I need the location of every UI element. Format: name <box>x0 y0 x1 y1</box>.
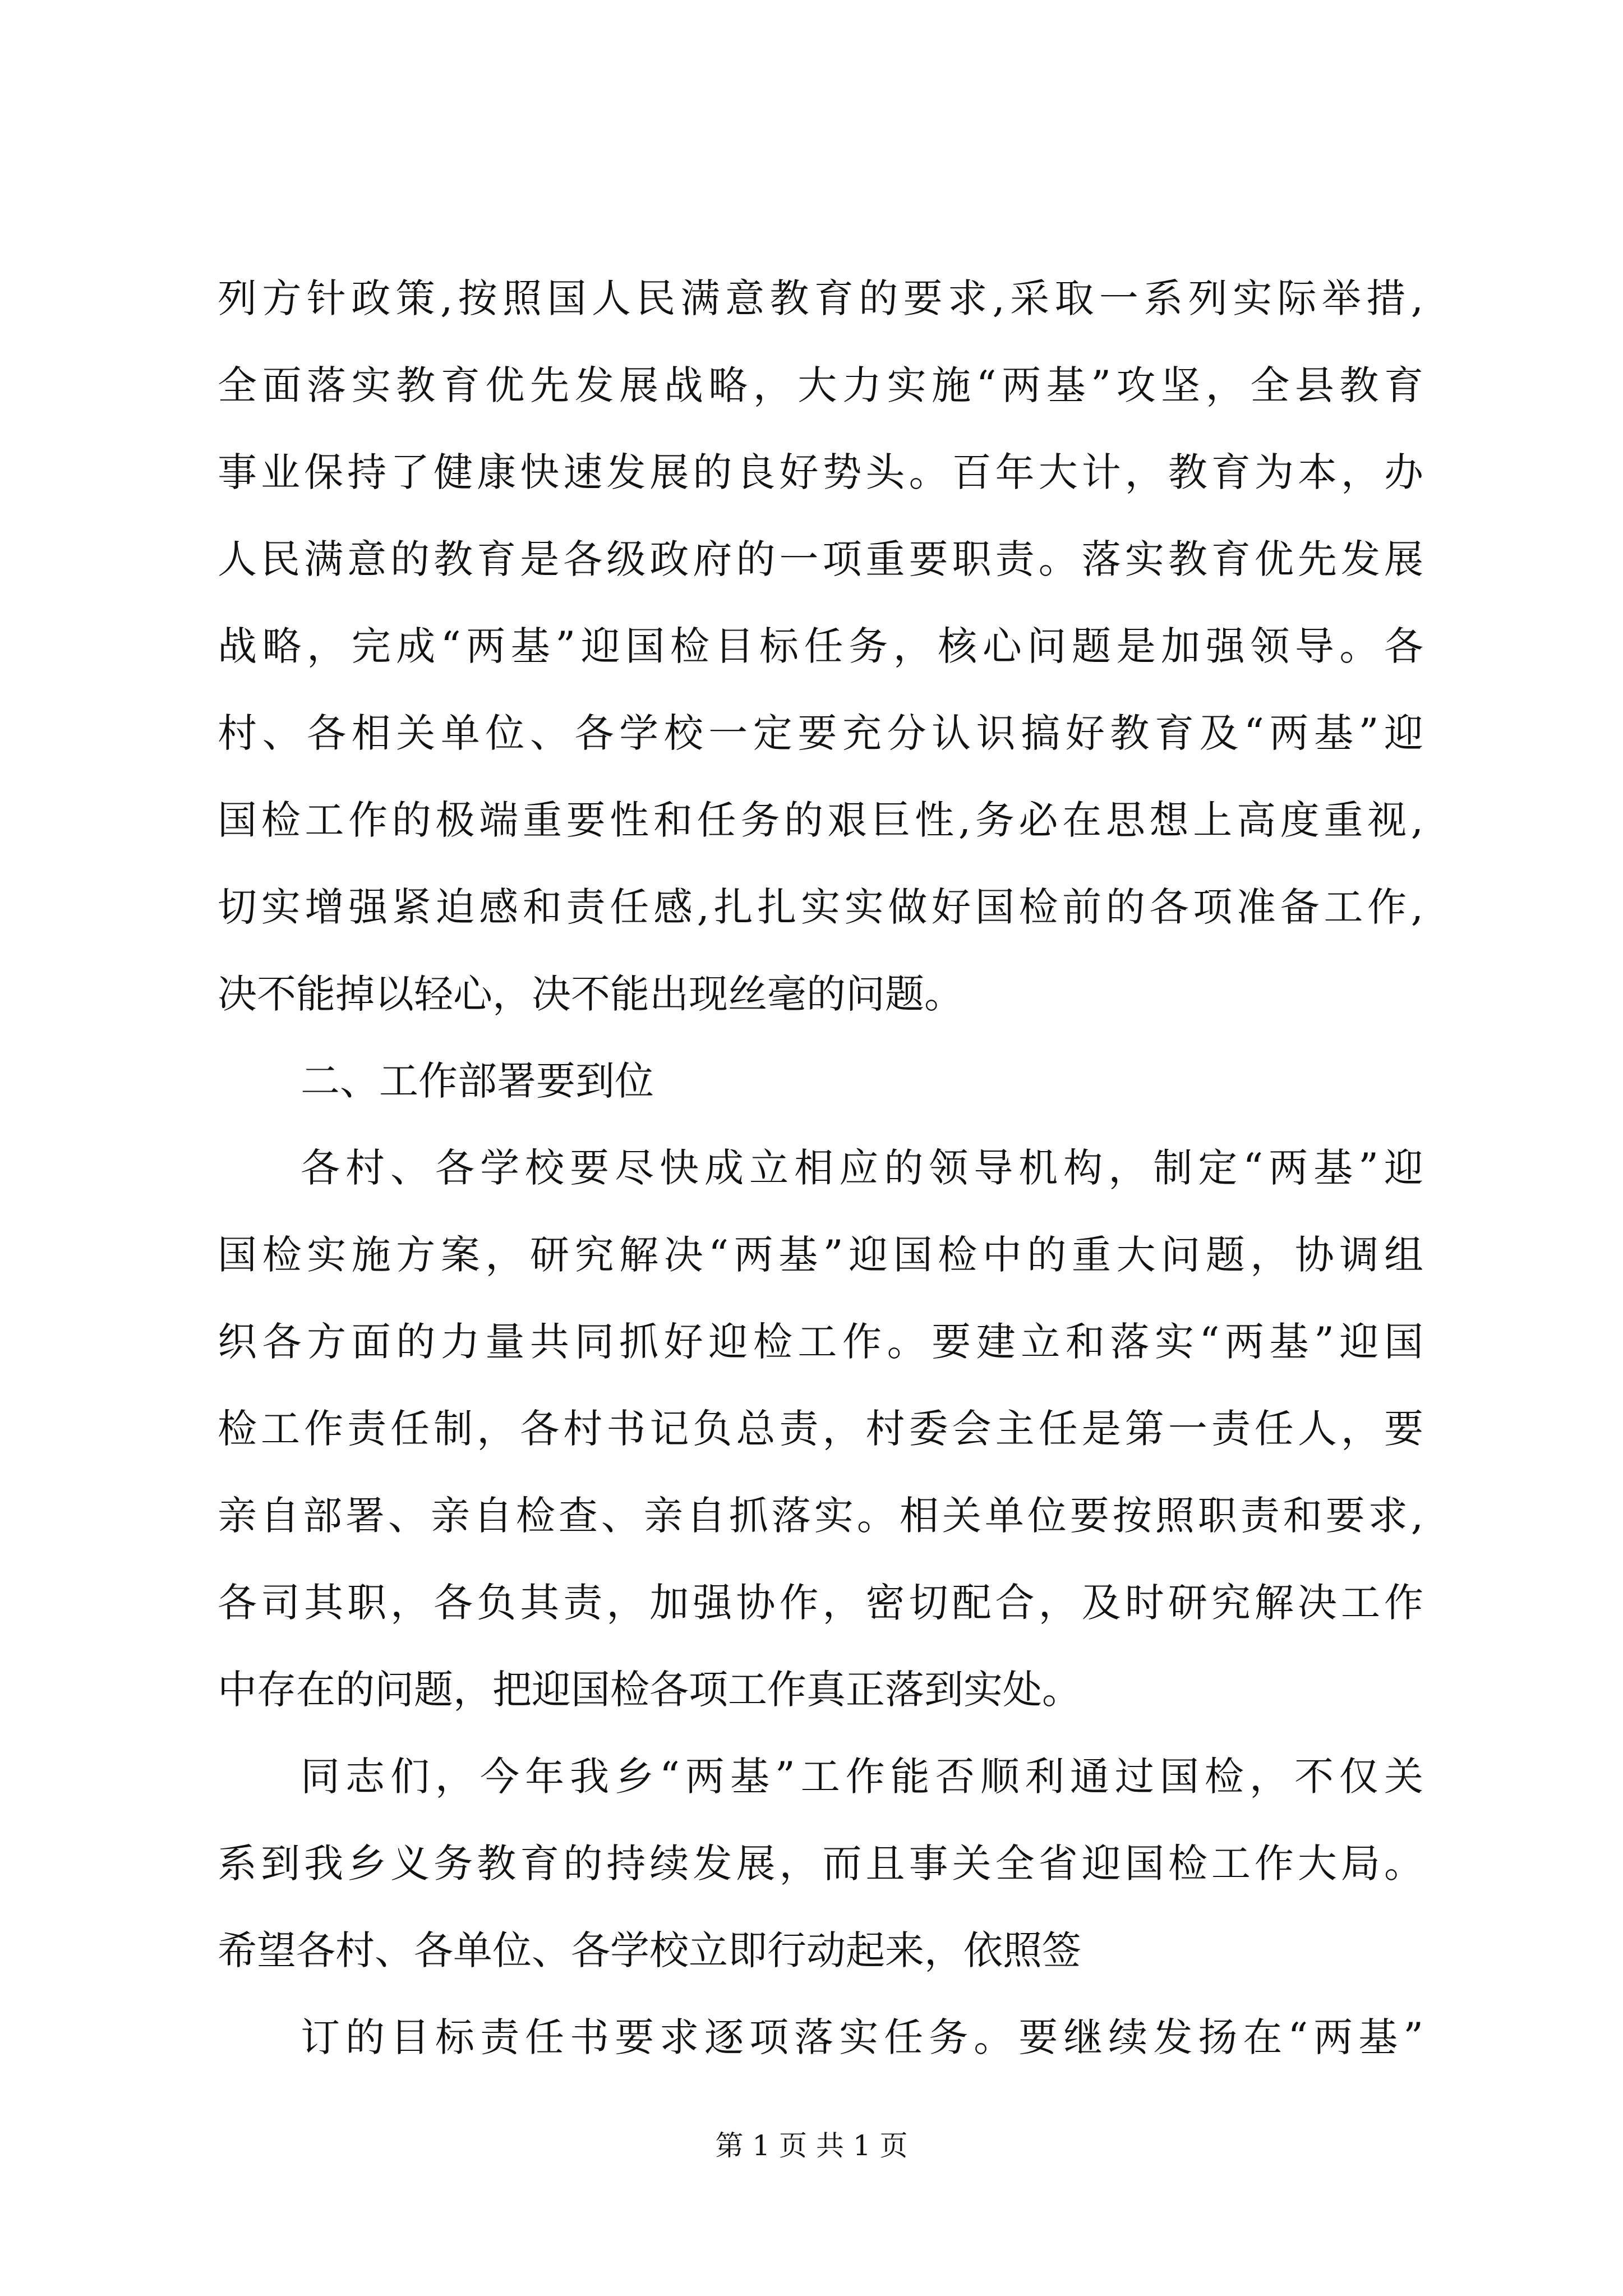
text-line: 织各方面的力量共同抓好迎检工作。要建立和落实“两基”迎国 <box>218 1319 1423 1365</box>
text-line: 订的目标责任书要求逐项落实任务。要继续发扬在“两基” <box>301 2014 1423 2060</box>
text-line: 系到我乡义务教育的持续发展，而且事关全省迎国检工作大局。 <box>218 1841 1423 1887</box>
text-line: 切实增强紧迫感和责任感,扎扎实实做好国检前的各项准备工作, <box>218 884 1423 930</box>
text-line: 希望各村、各单位、各学校立即行动起来，依照签 <box>218 1927 1081 1973</box>
text-line: 各司其职，各负其责，加强协作，密切配合，及时研究解决工作 <box>218 1580 1423 1626</box>
document-body <box>218 255 1423 2081</box>
text-line: 列方针政策,按照国人民满意教育的要求,采取一系列实际举措, <box>218 275 1423 321</box>
text-line: 事业保持了健康快速发展的良好势头。百年大计，教育为本，办 <box>218 449 1423 495</box>
text-line: 国检工作的极端重要性和任务的艰巨性,务必在思想上高度重视, <box>218 797 1423 843</box>
page-number-footer: 第 1 页 共 1 页 <box>715 2129 908 2162</box>
text-line: 国检实施方案，研究解决“两基”迎国检中的重大问题，协调组 <box>218 1232 1423 1278</box>
text-line: 人民满意的教育是各级政府的一项重要职责。落实教育优先发展 <box>218 536 1423 582</box>
text-line: 村、各相关单位、各学校一定要充分认识搞好教育及“两基”迎 <box>218 710 1423 756</box>
text-line: 亲自部署、亲自检查、亲自抓落实。相关单位要按照职责和要求, <box>218 1493 1423 1539</box>
text-line: 中存在的问题，把迎国检各项工作真正落到实处。 <box>218 1667 1081 1713</box>
text-line: 各村、各学校要尽快成立相应的领导机构，制定“两基”迎 <box>301 1145 1423 1191</box>
text-line: 检工作责任制，各村书记负总责，村委会主任是第一责任人，要 <box>218 1406 1423 1452</box>
text-line: 决不能掉以轻心，决不能出现丝毫的问题。 <box>218 971 963 1017</box>
text-line: 同志们，今年我乡“两基”工作能否顺利通过国检，不仅关 <box>301 1754 1423 1800</box>
text-line: 全面落实教育优先发展战略，大力实施“两基”攻坚，全县教育 <box>218 362 1423 408</box>
section-heading: 二、工作部署要到位 <box>301 1058 654 1104</box>
text-line: 战略，完成“两基”迎国检目标任务，核心问题是加强领导。各 <box>218 623 1423 669</box>
